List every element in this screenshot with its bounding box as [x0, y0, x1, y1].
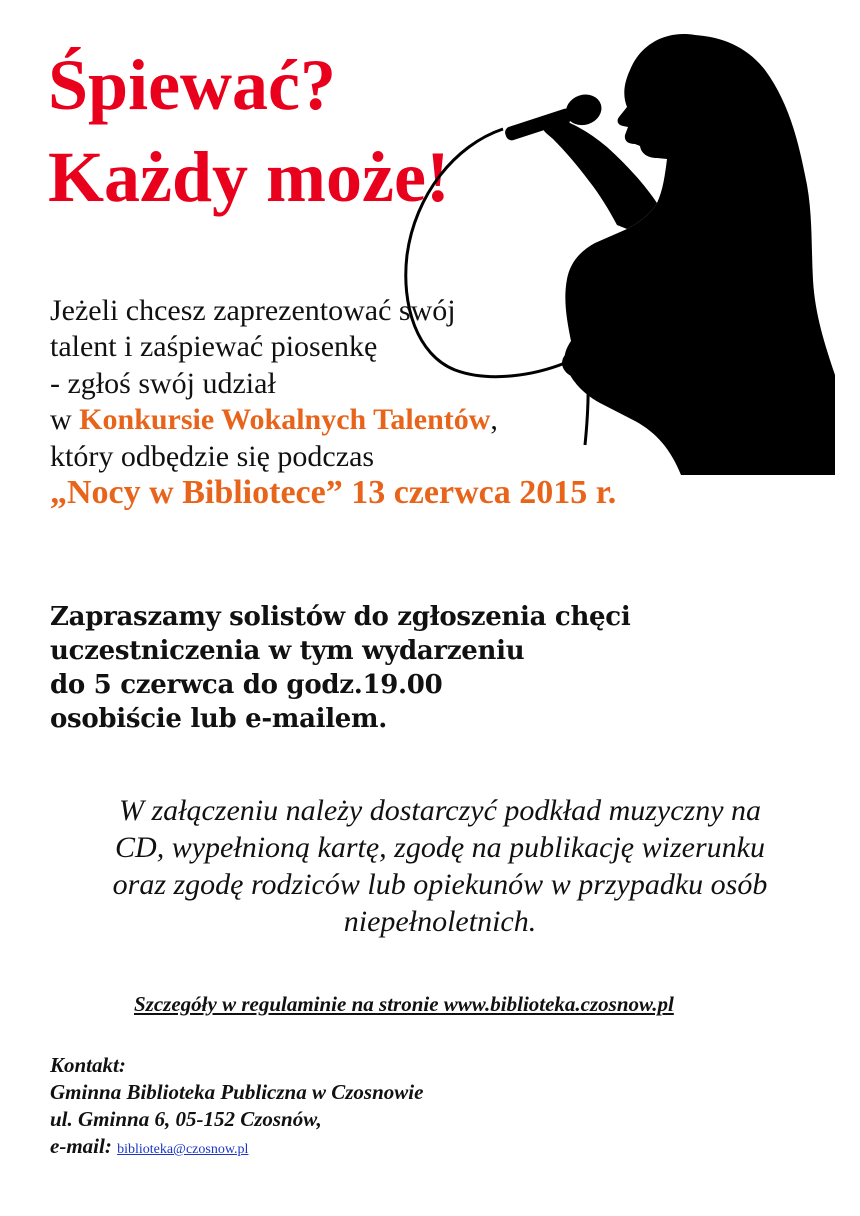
intro-line-3: - zgłoś swój udział [50, 366, 276, 400]
intro-text [50, 293, 616, 511]
intro-line-4 [50, 402, 616, 438]
email-link[interactable]: biblioteka@czosnow.pl [117, 1142, 249, 1157]
rules-details-link[interactable]: Szczegóły w regulaminie na stronie www.biblioteka.czosnow.pl [134, 992, 674, 1016]
contest-name: Konkursie Wokalnych Talentów [79, 403, 491, 437]
attachment-line-2: CD, wypełnioną kartę, zgodę na publikację wizerunku [115, 831, 765, 864]
intro-line-4-suffix: , [490, 403, 498, 437]
contact-org: Gminna Biblioteka Publiczna w Czosnowie [50, 1080, 424, 1104]
invitation-line-3: do 5 czerwca do godz.19.00 [50, 670, 443, 700]
intro-line-4-prefix: w [50, 403, 80, 437]
attachment-note [45, 792, 835, 940]
attachment-line-3: oraz zgodę rodziców lub opiekunów w przypadku osób [112, 868, 768, 901]
intro-line-2: talent i zaśpiewać piosenkę [50, 330, 378, 364]
attachment-line-4: niepełnoletnich. [343, 905, 537, 938]
contact-address: ul. Gminna 6, 05-152 Czosnów, [50, 1107, 322, 1131]
title-line-1: Śpiewać? [48, 45, 336, 125]
attachment-line-1: W załączeniu należy dostarczyć podkład muzyczny na [118, 794, 762, 827]
event-date: „Nocy w Bibliotece” 13 czerwca 2015 r. [50, 474, 617, 512]
contact-block [50, 1052, 423, 1163]
title-line-2: Każdy może! [48, 137, 450, 217]
invitation-line-4: osobiście lub e-mailem. [50, 704, 387, 734]
invitation-text [50, 600, 630, 736]
email-label: e-mail: [50, 1134, 112, 1158]
invitation-line-2: uczestniczenia w tym wydarzeniu [50, 636, 525, 666]
invitation-line-1: Zapraszamy solistów do zgłoszenia chęci [50, 602, 631, 632]
contact-heading: Kontakt: [50, 1053, 126, 1077]
intro-line-5: który odbędzie się podczas [50, 439, 375, 473]
contact-email-line [50, 1133, 423, 1163]
intro-line-1: Jeżeli chcesz zaprezentować swój [50, 294, 456, 327]
